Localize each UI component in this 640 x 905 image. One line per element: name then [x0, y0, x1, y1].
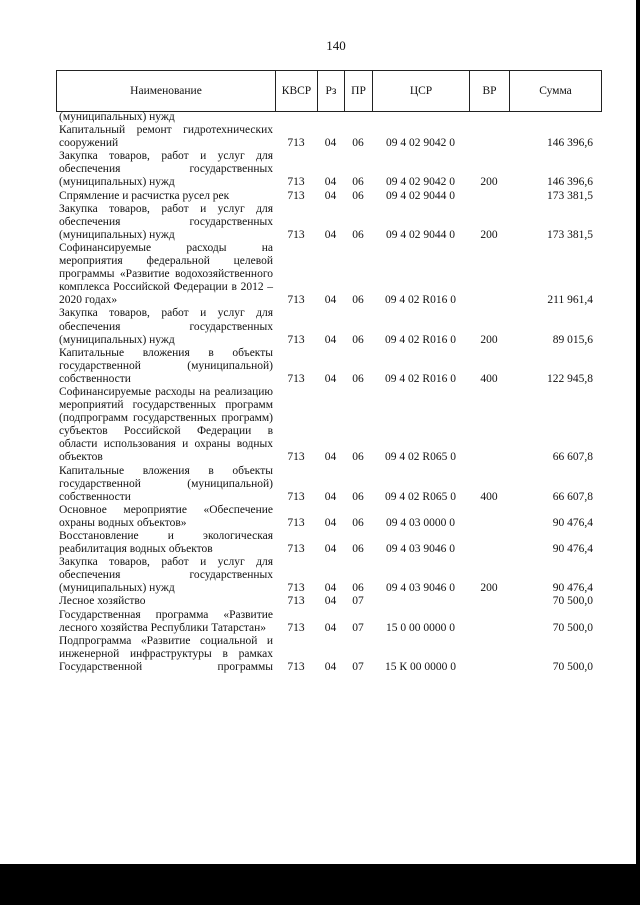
- cell-vr: [469, 530, 509, 556]
- header-sum: Сумма: [510, 71, 602, 112]
- cell-rz: 04: [324, 660, 337, 673]
- cell-csr: 09 4 03 9046 0: [386, 543, 455, 556]
- cell-name: Капитальный ремонт гидротехнических сооружений: [59, 124, 273, 150]
- cell-pr: 07: [352, 621, 364, 634]
- cell-vr: [469, 190, 509, 203]
- cell-name: Восстановление и экологическая реабилитация водных объектов: [59, 530, 273, 556]
- table-row: [56, 465, 601, 504]
- cell-pr: 06: [352, 228, 364, 241]
- cell-name: Закупка товаров, работ и услуг для обеспечения государственных (муниципальных) нужд: [59, 307, 273, 346]
- cell-kvsr: 713: [287, 621, 305, 634]
- cell-vr: 200: [480, 176, 498, 189]
- cell-sum: 211 961,4: [547, 294, 593, 307]
- cell-rz: 04: [324, 228, 337, 241]
- cell-rz: 04: [324, 189, 337, 202]
- cell-pr: [344, 111, 372, 124]
- table-row: [56, 242, 601, 307]
- cell-rz: 04: [324, 451, 337, 464]
- cell-kvsr: 713: [287, 660, 305, 673]
- table-header: [56, 70, 602, 112]
- cell-pr: 06: [352, 137, 364, 150]
- cell-pr: 06: [352, 490, 364, 503]
- cell-sum: 90 476,4: [552, 543, 593, 556]
- cell-kvsr: 713: [287, 137, 305, 150]
- cell-csr: 15 0 00 0000 0: [386, 621, 455, 634]
- cell-rz: 04: [324, 372, 337, 385]
- cell-name: Капитальные вложения в объекты государственной (муниципальной) собственности: [59, 346, 273, 385]
- cell-pr: 06: [352, 582, 364, 595]
- scan-border: [0, 864, 640, 905]
- cell-vr: 400: [480, 490, 498, 503]
- header-rz: Рз: [318, 71, 345, 112]
- header-kvsr: КВСР: [276, 71, 318, 112]
- cell-rz: 04: [324, 516, 337, 529]
- header-csr: ЦСР: [373, 71, 470, 112]
- table-row: [56, 595, 601, 608]
- cell-sum: 70 500,0: [552, 660, 593, 673]
- table-row: [56, 504, 601, 530]
- cell-sum: 146 396,6: [547, 176, 593, 189]
- cell-sum: 90 476,4: [552, 516, 593, 529]
- cell-vr: [469, 242, 509, 307]
- cell-csr: 09 4 02 9044 0: [386, 189, 455, 202]
- cell-sum: 66 607,8: [552, 451, 593, 464]
- cell-name: Лесное хозяйство: [59, 595, 146, 608]
- cell-csr: 09 4 03 0000 0: [386, 516, 455, 529]
- cell-csr: 09 4 02 9044 0: [386, 228, 455, 241]
- cell-rz: 04: [324, 595, 337, 608]
- cell-pr: 06: [352, 451, 364, 464]
- cell-rz: 04: [324, 621, 337, 634]
- cell-csr: 09 4 02 R016 0: [385, 333, 456, 346]
- cell-sum: 173 381,5: [547, 228, 593, 241]
- cell-pr: 06: [352, 516, 364, 529]
- cell-pr: 06: [352, 333, 364, 346]
- cell-sum: 89 015,6: [552, 333, 593, 346]
- budget-table: [56, 111, 601, 674]
- cell-sum: 70 500,0: [552, 621, 593, 634]
- cell-name: Софинансируемые расходы на реализацию мероприятий государственных программ (подпрограмм государственных программ) субъектов Российской Федерации в области использования и охраны водных объектов: [59, 385, 273, 464]
- cell-pr: 06: [352, 189, 364, 202]
- cell-kvsr: 713: [287, 451, 305, 464]
- cell-vr: [469, 635, 509, 674]
- cell-csr: 09 4 02 9042 0: [386, 176, 455, 189]
- cell-kvsr: 713: [287, 333, 305, 346]
- cell-csr: 15 К 00 0000 0: [385, 660, 456, 673]
- cell-name: (муниципальных) нужд: [59, 111, 175, 123]
- cell-sum: [509, 111, 601, 124]
- cell-sum: 66 607,8: [552, 490, 593, 503]
- cell-pr: 06: [352, 543, 364, 556]
- cell-csr: 09 4 02 R016 0: [385, 372, 456, 385]
- table-row: [56, 635, 601, 674]
- table-row: [56, 307, 601, 346]
- cell-csr: 09 4 02 R065 0: [385, 490, 456, 503]
- scan-edge: [636, 0, 640, 864]
- table-row: [56, 386, 601, 465]
- cell-rz: 04: [324, 294, 337, 307]
- cell-kvsr: 713: [287, 372, 305, 385]
- cell-vr: [469, 609, 509, 635]
- cell-pr: 07: [352, 660, 364, 673]
- cell-name: Государственная программа «Развитие лесного хозяйства Республики Татарстан»: [59, 608, 273, 634]
- table-row: [56, 530, 601, 556]
- cell-sum: 70 500,0: [552, 595, 593, 608]
- cell-csr: 09 4 03 9046 0: [386, 582, 455, 595]
- header-vr: ВР: [470, 71, 510, 112]
- cell-kvsr: 713: [287, 595, 305, 608]
- cell-sum: 146 396,6: [547, 137, 593, 150]
- cell-rz: 04: [324, 137, 337, 150]
- cell-kvsr: 713: [287, 490, 305, 503]
- table-row: [56, 190, 601, 203]
- table-row: [56, 124, 601, 150]
- cell-pr: 06: [352, 176, 364, 189]
- cell-rz: 04: [324, 490, 337, 503]
- table-row: [56, 347, 601, 386]
- cell-name: Закупка товаров, работ и услуг для обеспечения государственных (муниципальных) нужд: [59, 150, 273, 189]
- cell-kvsr: 713: [287, 582, 305, 595]
- cell-rz: 04: [324, 582, 337, 595]
- cell-pr: 06: [352, 294, 364, 307]
- cell-kvsr: 713: [287, 543, 305, 556]
- cell-sum: 90 476,4: [552, 582, 593, 595]
- cell-pr: 07: [352, 595, 364, 608]
- table-row: [56, 203, 601, 242]
- table-row: [56, 111, 601, 124]
- cell-name: Подпрограмма «Развитие социальной и инженерной инфраструктуры в рамках Государственной программы: [59, 634, 273, 673]
- cell-kvsr: 713: [287, 516, 305, 529]
- cell-kvsr: 713: [287, 189, 305, 202]
- cell-sum: 122 945,8: [547, 372, 593, 385]
- cell-vr: [469, 504, 509, 530]
- cell-name: Основное мероприятие «Обеспечение охраны водных объектов»: [59, 503, 273, 529]
- cell-kvsr: [275, 111, 317, 124]
- cell-csr: 09 4 02 R065 0: [385, 451, 456, 464]
- cell-vr: 200: [480, 582, 498, 595]
- cell-name: Закупка товаров, работ и услуг для обеспечения государственных (муниципальных) нужд: [59, 202, 273, 241]
- cell-vr: 400: [480, 372, 498, 385]
- table-row: [56, 150, 601, 189]
- cell-name: Закупка товаров, работ и услуг для обеспечения государственных (муниципальных) нужд: [59, 556, 273, 595]
- cell-kvsr: 713: [287, 294, 305, 307]
- cell-kvsr: 713: [287, 228, 305, 241]
- cell-sum: 173 381,5: [547, 189, 593, 202]
- cell-rz: 04: [324, 543, 337, 556]
- header-name: Наименование: [57, 71, 276, 112]
- cell-kvsr: 713: [287, 176, 305, 189]
- cell-csr: [372, 111, 469, 124]
- cell-csr: [372, 595, 469, 608]
- cell-rz: 04: [324, 333, 337, 346]
- cell-vr: [469, 111, 509, 124]
- cell-pr: 06: [352, 372, 364, 385]
- cell-name: Спрямление и расчистка русел рек: [59, 189, 230, 202]
- cell-vr: 200: [480, 228, 498, 241]
- cell-vr: 200: [480, 333, 498, 346]
- cell-name: Софинансируемые расходы на мероприятия федеральной целевой программы «Развитие водохозяйственного комплекса Российской Федерации в 2012 – 2020 годах»: [59, 241, 273, 307]
- cell-name: Капитальные вложения в объекты государственной (муниципальной) собственности: [59, 464, 273, 503]
- cell-vr: [469, 124, 509, 150]
- cell-vr: [469, 595, 509, 608]
- table-row: [56, 556, 601, 595]
- cell-csr: 09 4 02 R016 0: [385, 294, 456, 307]
- header-pr: ПР: [345, 71, 373, 112]
- cell-vr: [469, 386, 509, 465]
- cell-rz: 04: [324, 176, 337, 189]
- cell-csr: 09 4 02 9042 0: [386, 137, 455, 150]
- table-row: [56, 609, 601, 635]
- page-number: 140: [326, 38, 346, 53]
- cell-rz: [317, 111, 344, 124]
